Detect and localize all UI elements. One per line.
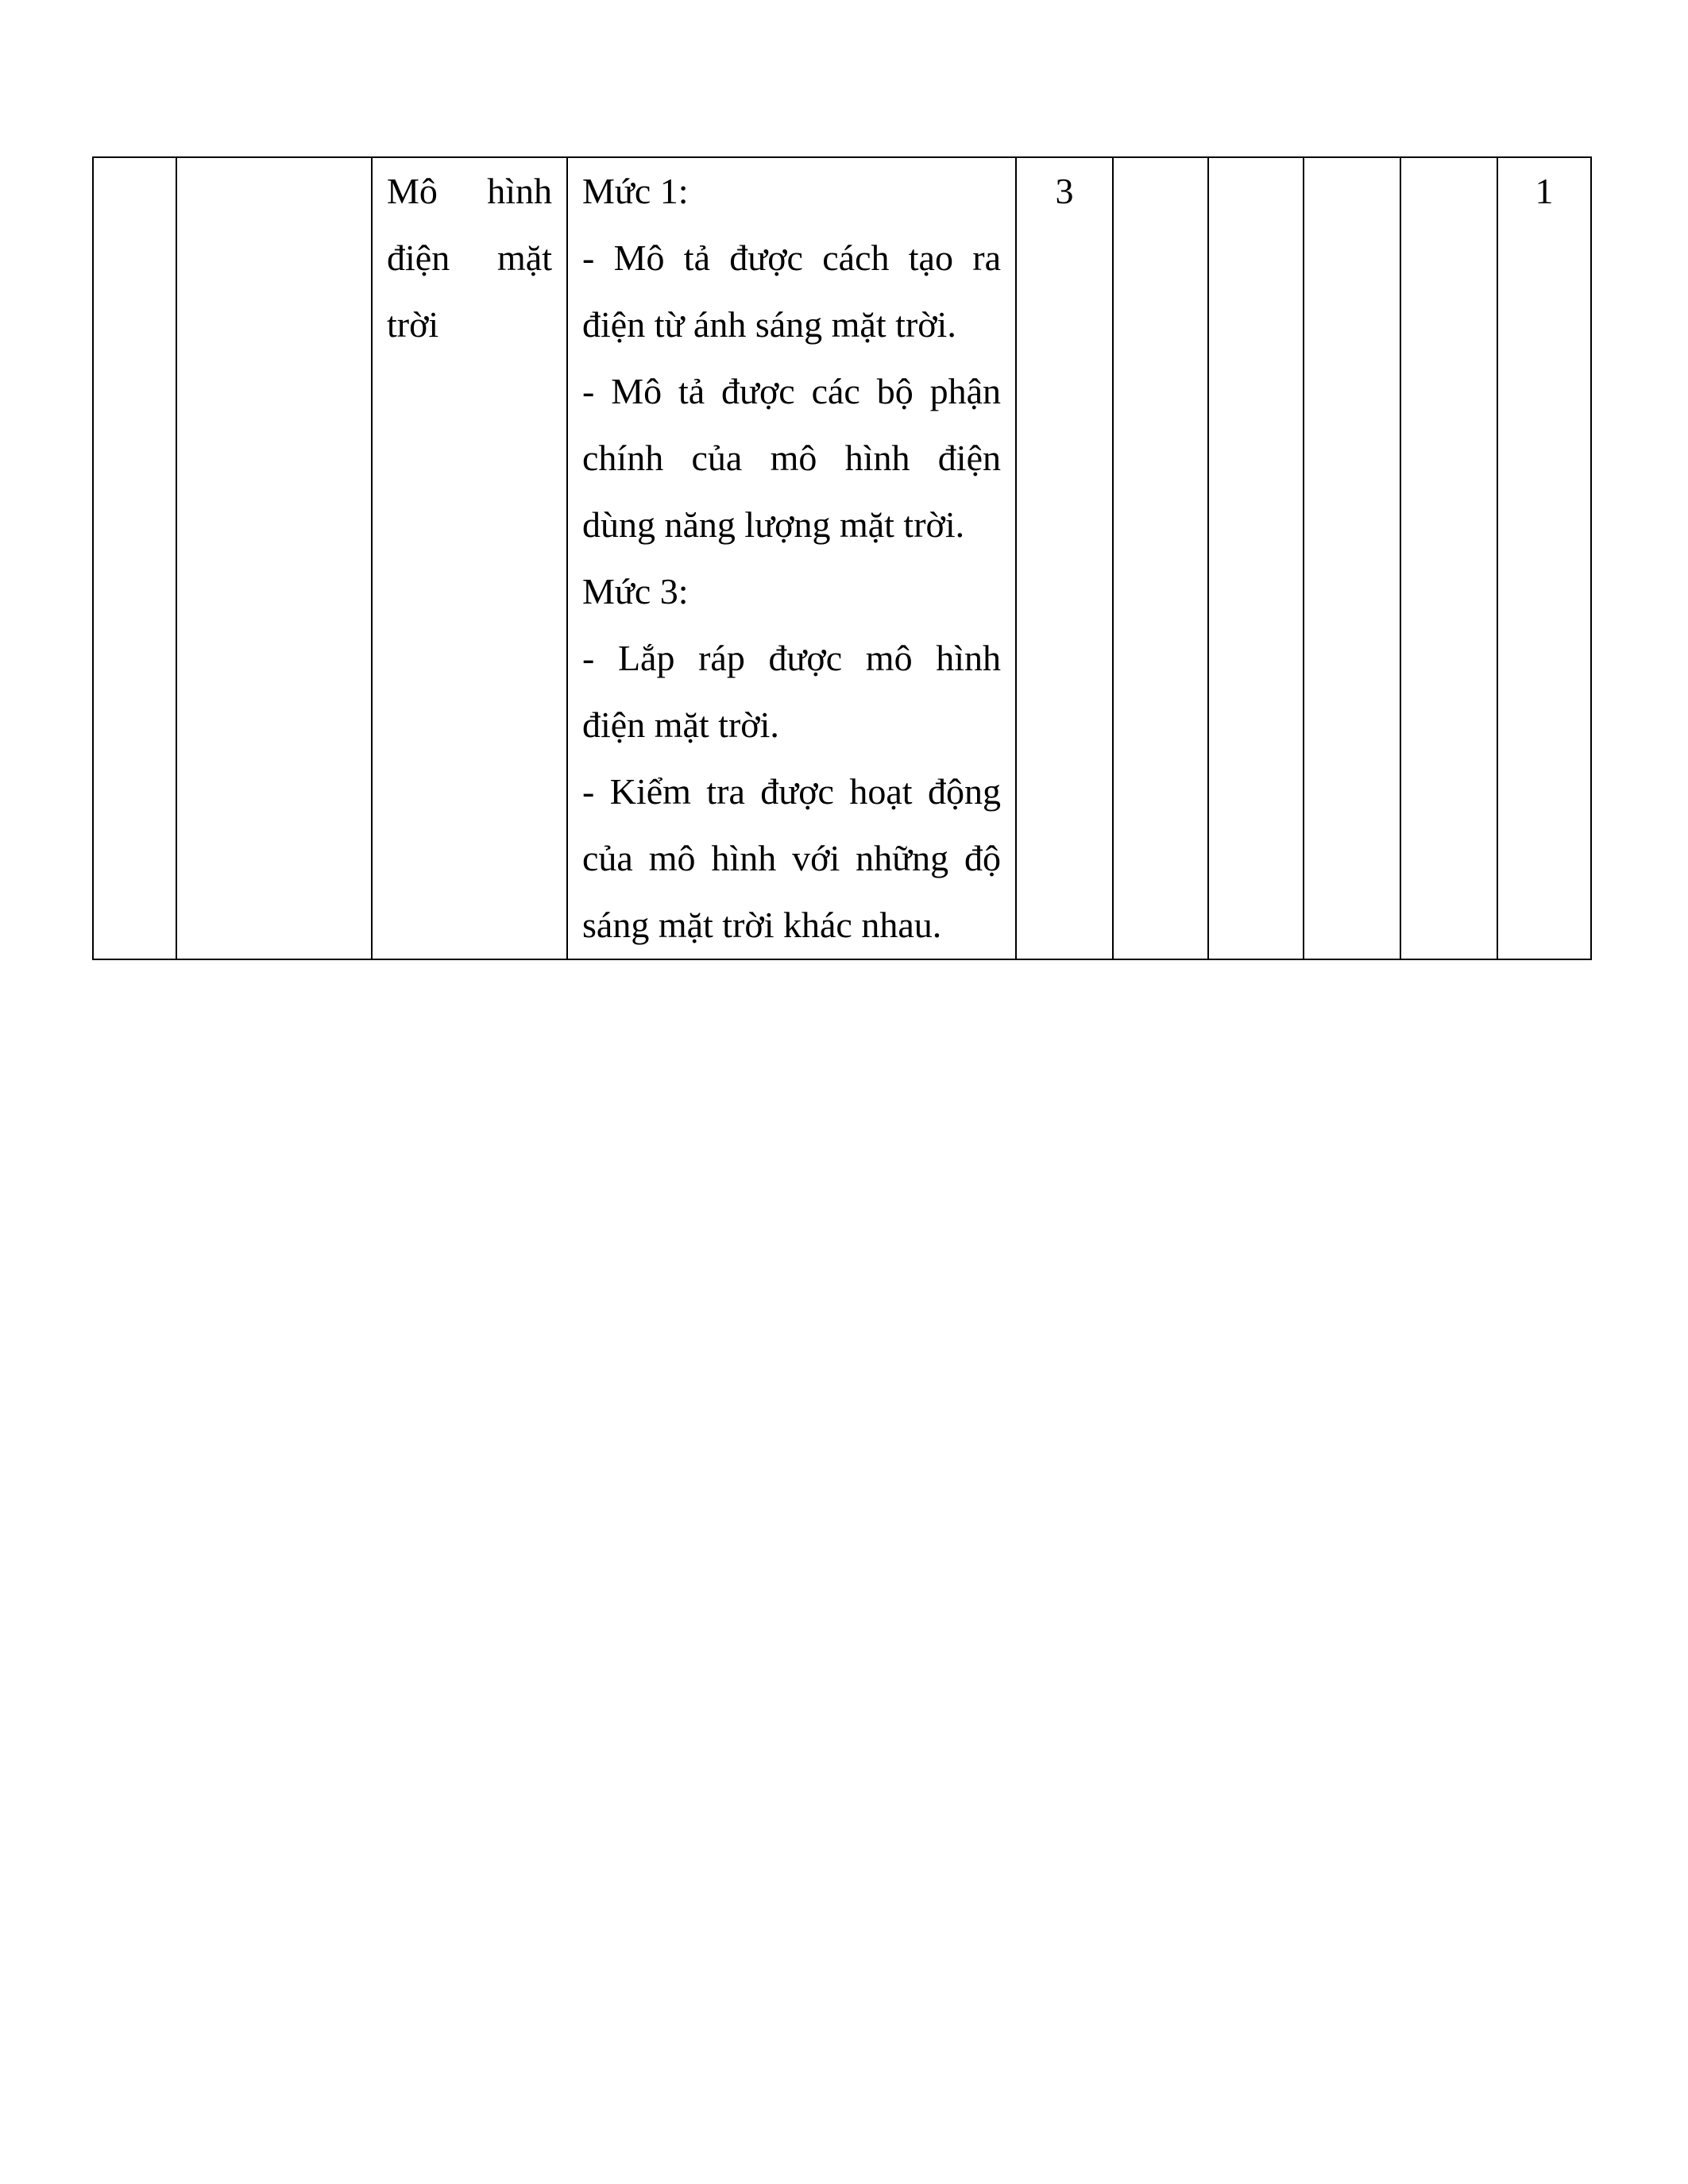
requirement-line: - Mô tả được cách tạo ra (582, 237, 1001, 278)
requirement-line: dùng năng lượng mặt trời. (582, 504, 965, 545)
cell-count (1016, 157, 1113, 959)
cell-topic (372, 157, 567, 959)
cell-index (93, 157, 176, 959)
requirement-line: của mô hình với những độ (582, 838, 1001, 878)
cell-count (1208, 157, 1304, 959)
requirement-line: - Kiểm tra được hoạt động (582, 771, 1001, 812)
requirement-line: Mức 3: (582, 571, 689, 612)
topic-text (373, 158, 566, 358)
requirement-line: - Mô tả được các bộ phận (582, 371, 1001, 411)
cell-subject (176, 157, 372, 959)
topic-line: Mô hình (387, 171, 552, 211)
requirement-line: sáng mặt trời khác nhau. (582, 905, 942, 945)
cell-requirements (567, 157, 1016, 959)
topic-line: trời (387, 304, 439, 345)
topic-line: điện mặt (387, 237, 552, 278)
count-value: 3 (1055, 171, 1074, 211)
cell-count (1400, 157, 1497, 959)
cell-count (1304, 157, 1400, 959)
table-row (93, 157, 1591, 959)
requirements-text (568, 158, 1015, 959)
requirement-line: chính của mô hình điện (582, 438, 1001, 478)
requirement-line: - Lắp ráp được mô hình (582, 638, 1001, 678)
cell-count (1113, 157, 1208, 959)
requirement-line: điện mặt trời. (582, 704, 779, 745)
requirement-line: Mức 1: (582, 171, 689, 211)
requirement-line: điện từ ánh sáng mặt trời. (582, 304, 956, 345)
cell-count (1497, 157, 1591, 959)
count-value: 1 (1535, 171, 1554, 211)
matrix-table (92, 156, 1592, 960)
